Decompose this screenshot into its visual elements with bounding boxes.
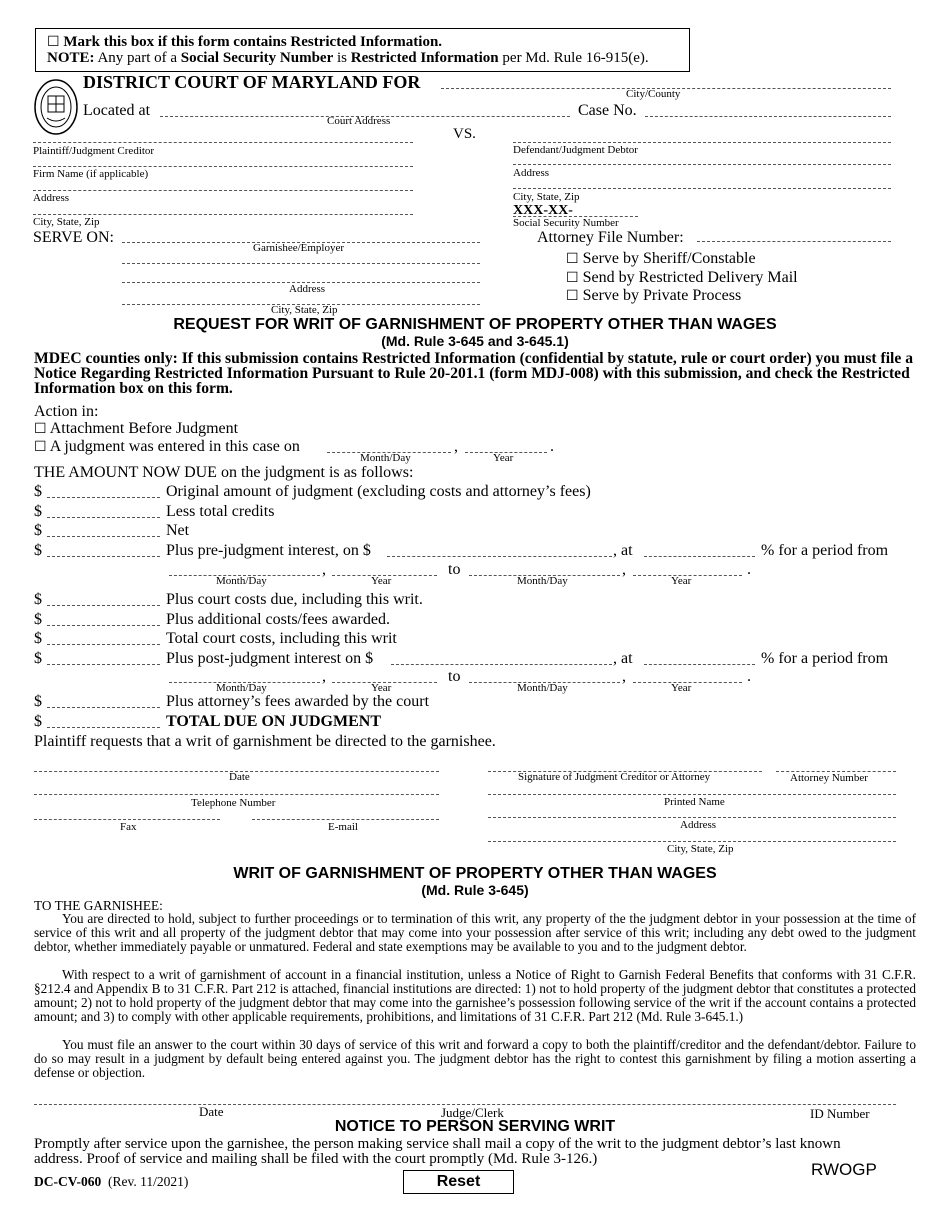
defendant-city-field[interactable] <box>513 188 891 189</box>
postjudgment-interest-field[interactable] <box>47 664 160 665</box>
case-no-label: Case No. <box>578 102 637 119</box>
action-in-label: Action in: <box>34 403 99 420</box>
writ-title: WRIT OF GARNISHMENT OF PROPERTY OTHER THAN WAGES <box>233 865 717 882</box>
signature-caption: Signature of Judgment Creditor or Attorney <box>518 771 711 783</box>
checkbox-icon[interactable]: ☐ <box>566 251 579 267</box>
additional-costs-field[interactable] <box>47 625 160 626</box>
ssn-caption: Social Security Number <box>513 217 619 229</box>
comma: , <box>322 668 326 685</box>
plaintiff-caption: Plaintiff/Judgment Creditor <box>33 145 155 157</box>
plaintiff-address-field[interactable] <box>33 190 413 191</box>
net-label: Net <box>166 522 190 539</box>
court-title: DISTRICT COURT OF MARYLAND FOR <box>83 72 421 92</box>
amount-due-label: THE AMOUNT NOW DUE on the judgment is as follows: <box>34 464 414 481</box>
judgment-entered-option[interactable]: ☐ A judgment was entered in this case on <box>34 438 300 455</box>
credits-field[interactable] <box>47 517 160 518</box>
firm-caption: Firm Name (if applicable) <box>33 168 149 180</box>
writ-paragraph-1: You are directed to hold, subject to further proceedings or to termination of this writ, any property of the the judgment debtor in your possession at the time of service of this writ and all property of the judgment debtor that may come into your possession after service of this writ; including any debt owed to the judgment debtor, whether immediately payable or unmatured. Federal and state exemptions may be available to you and to the judgment debtor. <box>34 911 916 954</box>
notice-text: Promptly after service upon the garnishee, the person making service shall mail a copy of the writ to the judgment debtor’s last known address. Proof of service and mailing shall be filed with the court promptly (Md. Rule 3-126.) <box>34 1136 841 1167</box>
case-no-field[interactable] <box>645 116 891 117</box>
total-costs-label: Total court costs, including this writ <box>166 630 397 647</box>
restricted-note: NOTE: Any part of a Social Security Number is Restricted Information per Md. Rule 16-915(e). <box>47 50 649 66</box>
email-caption: E-mail <box>328 821 358 833</box>
id-number-caption: ID Number <box>810 1106 870 1121</box>
writ-date-field[interactable] <box>34 1104 430 1105</box>
credits-label: Less total credits <box>166 503 275 520</box>
vs-label: VS. <box>453 126 476 142</box>
attachment-option[interactable]: ☐ Attachment Before Judgment <box>34 420 239 437</box>
comma: , <box>622 561 626 578</box>
judge-clerk-caption: Judge/Clerk <box>441 1105 504 1120</box>
city-county-caption: City/County <box>626 88 681 100</box>
period: . <box>747 668 751 685</box>
garnishee-line-2[interactable] <box>122 263 480 264</box>
year-caption: Year <box>371 575 392 587</box>
at-label: , at <box>613 542 633 559</box>
prejudgment-principal-field[interactable] <box>387 556 612 557</box>
checkbox-icon[interactable]: ☐ <box>566 288 579 304</box>
defendant-field[interactable] <box>513 142 891 143</box>
defendant-address-field[interactable] <box>513 164 891 165</box>
writ-subtitle: (Md. Rule 3-645) <box>421 882 529 898</box>
to-label: to <box>448 561 461 578</box>
to-label: to <box>448 668 461 685</box>
dollar-sign: $ <box>34 713 42 730</box>
serve-option-sheriff[interactable]: ☐ Serve by Sheriff/Constable <box>566 250 756 267</box>
net-field[interactable] <box>47 536 160 537</box>
postjudgment-label: Plus post-judgment interest on $ <box>166 650 374 667</box>
attorney-fees-field[interactable] <box>47 707 160 708</box>
restricted-checkbox[interactable]: ☐ <box>47 34 60 50</box>
dollar-sign: $ <box>34 650 42 667</box>
telephone-field[interactable] <box>34 794 439 795</box>
at-label: , at <box>613 650 633 667</box>
serve-option-private[interactable]: ☐ Serve by Private Process <box>566 287 742 304</box>
ssn-prefix: XXX-XX- <box>513 203 573 218</box>
writ-paragraph-2: With respect to a writ of garnishment of account in a financial institution, unless a Notice of Right to Garnish Federal Benefits that conforms with 31 C.F.R. §212.4 and Appendix B to 31 C.F.R. Part 212 is attached, financial institutions are directed: 1) not to hold property of the judgment debtor that constitutes a protected amount; 2) not to hold property of the judgment debtor that may come into the garnishee’s possession following service of the writ if the account contains a protected amount; and 3) to comply with other applicable requirements, prohibitions, and limitations of 31 C.F.R. Part 212 (Md. Rule 3-645.1.) <box>34 967 916 1024</box>
plaintiff-city-field[interactable] <box>33 214 413 215</box>
located-at-label: Located at <box>83 102 151 119</box>
checkbox-icon[interactable]: ☐ <box>566 270 579 286</box>
prejudgment-rate-field[interactable] <box>644 556 755 557</box>
attorney-number-caption: Attorney Number <box>790 772 868 784</box>
court-address-caption: Court Address <box>327 115 391 127</box>
form-id: DC-CV-060 (Rev. 11/2021) <box>34 1174 189 1189</box>
additional-costs-label: Plus additional costs/fees awarded. <box>166 611 390 628</box>
comma: , <box>322 561 326 578</box>
percent-period-label: % for a period from <box>761 542 889 559</box>
sig-address-field[interactable] <box>488 817 896 818</box>
attorney-fees-label: Plus attorney’s fees awarded by the court <box>166 693 430 710</box>
month-day-caption: Month/Day <box>360 452 411 464</box>
percent-period-label: % for a period from <box>761 650 889 667</box>
court-seal-icon <box>33 78 79 136</box>
defendant-address-caption: Address <box>513 167 550 179</box>
dollar-sign: $ <box>34 611 42 628</box>
year-caption: Year <box>493 452 514 464</box>
total-due-label: TOTAL DUE ON JUDGMENT <box>166 713 381 730</box>
attorney-file-label: Attorney File Number: <box>537 229 684 246</box>
restricted-checkbox-label: Mark this box if this form contains Restricted Information. <box>63 34 443 50</box>
year-caption: Year <box>671 682 692 694</box>
year-caption: Year <box>671 575 692 587</box>
printed-name-field[interactable] <box>488 794 896 795</box>
plaintiff-city-caption: City, State, Zip <box>33 216 100 228</box>
court-costs-due-field[interactable] <box>47 605 160 606</box>
request-subtitle: (Md. Rule 3-645 and 3-645.1) <box>381 333 569 349</box>
sig-address-caption: Address <box>680 819 717 831</box>
serve-option-mail[interactable]: ☐ Send by Restricted Delivery Mail <box>566 269 798 286</box>
email-field[interactable] <box>252 819 439 820</box>
postjudgment-rate-field[interactable] <box>644 664 755 665</box>
garnishee-address-caption: Address <box>289 283 326 295</box>
writ-date-caption: Date <box>199 1104 224 1119</box>
plaintiff-address-caption: Address <box>33 192 70 204</box>
notice-title: NOTICE TO PERSON SERVING WRIT <box>334 1118 616 1135</box>
dollar-sign: $ <box>34 591 42 608</box>
dollar-sign: $ <box>34 693 42 710</box>
total-due-field[interactable] <box>47 727 160 728</box>
checkbox-icon[interactable]: ☐ <box>34 439 47 455</box>
sig-city-caption: City, State, Zip <box>667 843 734 855</box>
dollar-sign: $ <box>34 503 42 520</box>
garnishee-city-caption: City, State, Zip <box>271 304 338 316</box>
prejudgment-label: Plus pre-judgment interest, on $ <box>166 542 371 559</box>
comma: , <box>622 668 626 685</box>
month-day-caption: Month/Day <box>216 682 267 694</box>
month-day-caption: Month/Day <box>517 575 568 587</box>
serve-on-label: SERVE ON: <box>33 229 114 246</box>
dollar-sign: $ <box>34 483 42 500</box>
dollar-sign: $ <box>34 522 42 539</box>
defendant-caption: Defendant/Judgment Debtor <box>513 144 638 156</box>
total-costs-field[interactable] <box>47 644 160 645</box>
request-title: REQUEST FOR WRIT OF GARNISHMENT OF PROPERTY OTHER THAN WAGES <box>173 316 777 333</box>
dollar-sign: $ <box>34 630 42 647</box>
printed-name-caption: Printed Name <box>664 796 725 808</box>
postjudgment-principal-field[interactable] <box>391 664 612 665</box>
defendant-city-caption: City, State, Zip <box>513 191 580 203</box>
fax-field[interactable] <box>34 819 220 820</box>
original-amount-field[interactable] <box>47 497 160 498</box>
writ-paragraph-3: You must file an answer to the court within 30 days of service of this writ and forward a copy to both the plaintiff/creditor and the defendant/debtor. Failure to do so may result in a judgment by default being entered against you. The judgment debtor has the right to contest this garnishment by filing a motion asserting a defense or objection. <box>34 1037 916 1080</box>
period: . <box>747 561 751 578</box>
dollar-sign: $ <box>34 542 42 559</box>
attorney-file-field[interactable] <box>697 241 891 242</box>
month-day-caption: Month/Day <box>517 682 568 694</box>
garnishee-caption: Garnishee/Employer <box>253 242 345 254</box>
reset-button[interactable]: Reset <box>403 1170 514 1194</box>
firm-field[interactable] <box>33 166 413 167</box>
mdec-notice: MDEC counties only: If this submission contains Restricted Information (confidential by statute, rule or court order) you must file a Notice Regarding Restricted Information Pursuant to Rule 20-201.1 (form MDJ-008) with this submission, and check the Restricted Information box on this form. <box>34 350 913 397</box>
prejudgment-interest-field[interactable] <box>47 556 160 557</box>
checkbox-icon[interactable]: ☐ <box>34 421 47 437</box>
period: . <box>550 438 554 455</box>
month-day-caption: Month/Day <box>216 575 267 587</box>
original-amount-label: Original amount of judgment (excluding costs and attorney’s fees) <box>166 483 591 500</box>
telephone-caption: Telephone Number <box>191 797 276 809</box>
date-caption: Date <box>229 771 250 783</box>
form-code: RWOGP <box>811 1160 877 1179</box>
fax-caption: Fax <box>120 821 137 833</box>
court-costs-due-label: Plus court costs due, including this writ. <box>166 591 423 608</box>
year-caption: Year <box>371 682 392 694</box>
sig-city-field[interactable] <box>488 841 896 842</box>
plaintiff-field[interactable] <box>33 142 413 143</box>
plaintiff-requests: Plaintiff requests that a writ of garnishment be directed to the garnishee. <box>34 733 496 750</box>
comma: , <box>454 438 458 455</box>
to-garnishee: TO THE GARNISHEE: <box>34 898 163 913</box>
